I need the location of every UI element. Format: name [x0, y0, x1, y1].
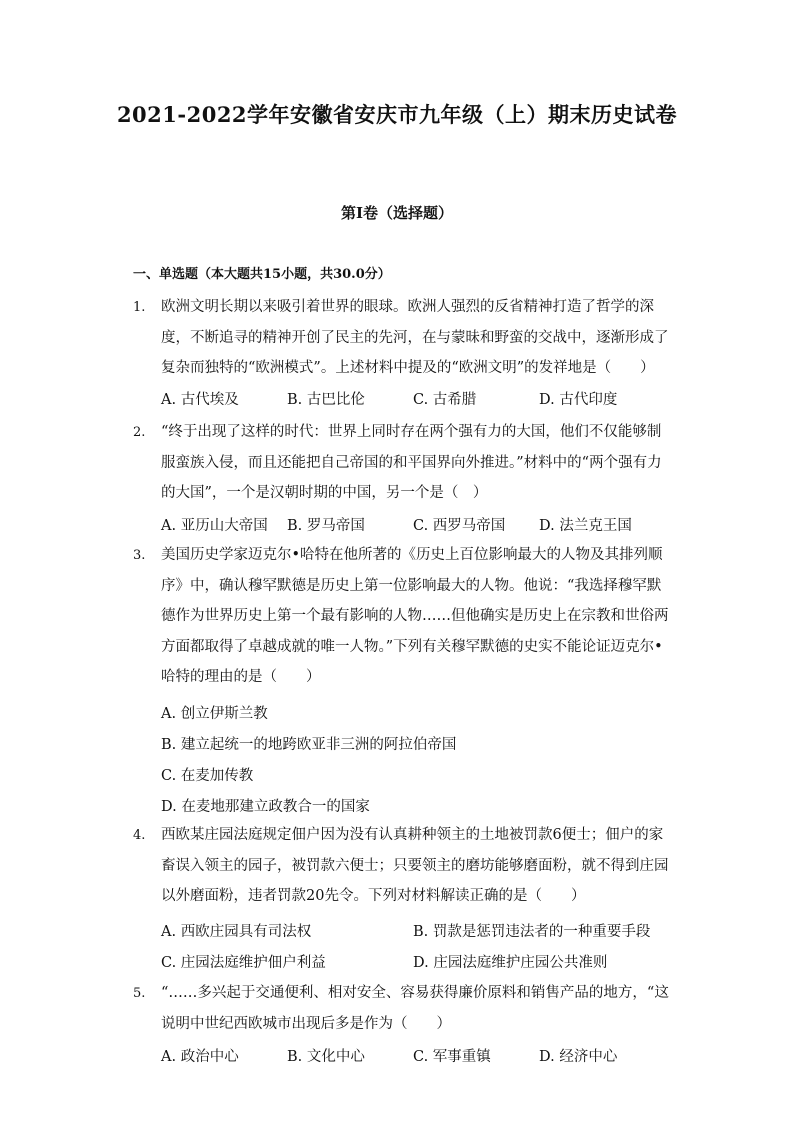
- question-number: 4.: [133, 828, 146, 843]
- question-stem: 西欧某庄园法庭规定佃户因为没有认真耕种领主的土地被罚款6便士；佃户的家畜误入领主的园子，被罚款六便士；只要领主的磨坊能够磨面粉，就不得到庄园以外磨面粉，违者罚款20先令。下列对材料解读正确的是（ ）: [161, 827, 669, 904]
- question-2: [133, 417, 673, 509]
- option-c[interactable]: C. 军事重镇: [413, 1049, 491, 1065]
- part-heading: 第I卷（选择题）: [340, 204, 454, 222]
- option-a[interactable]: A. 古代埃及: [161, 392, 239, 408]
- option-b[interactable]: B. 罗马帝国: [287, 518, 365, 534]
- option-d[interactable]: D. 法兰克王国: [539, 518, 632, 534]
- question-3: [133, 540, 673, 693]
- question-number: 2.: [133, 425, 146, 440]
- question-1: [133, 292, 673, 384]
- option-d[interactable]: D. 庄园法庭维护庄园公共准则: [413, 955, 608, 971]
- option-c[interactable]: C. 在麦加传教: [161, 768, 254, 784]
- option-b[interactable]: B. 建立起统一的地跨欧亚非三洲的阿拉伯帝国: [161, 737, 457, 753]
- option-a[interactable]: A. 政治中心: [161, 1049, 239, 1065]
- question-stem: “……多兴起于交通便利、相对安全、容易获得廉价原料和销售产品的地方，“这说明中世纪西欧城市出现后多是作为（ ）: [161, 985, 669, 1032]
- option-a[interactable]: A. 创立伊斯兰教: [161, 706, 268, 722]
- option-c[interactable]: C. 庄园法庭维护佃户利益: [161, 955, 326, 971]
- question-number: 3.: [133, 548, 146, 563]
- option-b[interactable]: B. 文化中心: [287, 1049, 365, 1065]
- question-4: [133, 820, 673, 912]
- exam-title: 2021-2022学年安徽省安庆市九年级（上）期末历史试卷: [116, 102, 678, 127]
- option-b[interactable]: B. 古巴比伦: [287, 392, 365, 408]
- option-d[interactable]: D. 古代印度: [539, 392, 618, 408]
- question-stem: “终于出现了这样的时代：世界上同时存在两个强有力的大国，他们不仅能够制服蛮族入侵，而且还能把自己帝国的和平国界向外推进。”材料中的“两个强有力的大国”，一个是汉朝时期的中国，另一个是（ ）: [161, 424, 662, 501]
- option-a[interactable]: A. 亚历山大帝国: [161, 518, 268, 534]
- question-number: 1.: [133, 300, 146, 315]
- option-a[interactable]: A. 西欧庄园具有司法权: [161, 924, 312, 940]
- option-d[interactable]: D. 在麦地那建立政教合一的国家: [161, 799, 370, 815]
- section-heading: 一、单选题（本大题共15小题，共30.0分）: [133, 267, 391, 282]
- option-c[interactable]: C. 西罗马帝国: [413, 518, 506, 534]
- question-number: 5.: [133, 986, 146, 1001]
- question-stem: 美国历史学家迈克尔•哈特在他所著的《历史上百位影响最大的人物及其排列顺序》中，确认穆罕默德是历史上第一位影响最大的人物。他说：“我选择穆罕默德作为世界历史上第一个最有影响的人物……但他确实是历史上在宗教和世俗两方面都取得了卓越成就的唯一人物。”下列有关穆罕默德的史实不能论证迈克尔•哈特的理由的是（ ）: [161, 547, 669, 685]
- option-d[interactable]: D. 经济中心: [539, 1049, 618, 1065]
- option-c[interactable]: C. 古希腊: [413, 392, 477, 408]
- option-b[interactable]: B. 罚款是惩罚违法者的一种重要手段: [413, 924, 651, 940]
- question-5: [133, 978, 673, 1039]
- question-stem: 欧洲文明长期以来吸引着世界的眼球。欧洲人强烈的反省精神打造了哲学的深度，不断追寻的精神开创了民主的先河，在与蒙昧和野蛮的交战中，逐渐形成了复杂而独特的“欧洲模式”。上述材料中提及的“欧洲文明”的发祥地是（ ）: [161, 299, 669, 376]
